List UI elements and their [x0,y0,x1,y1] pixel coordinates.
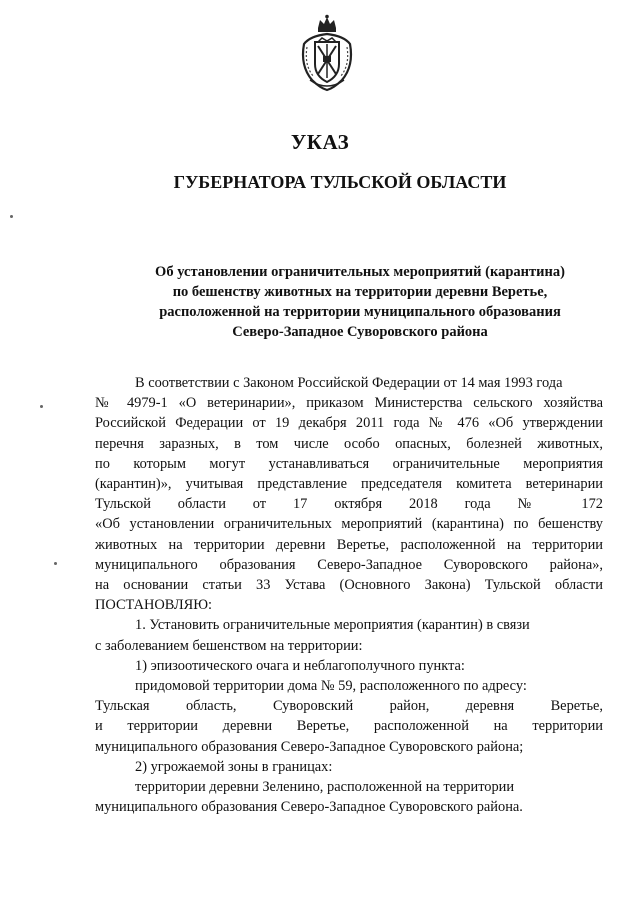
scan-speck [10,215,13,218]
body-line: и территории деревни Веретье, расположенной на территории [95,718,603,735]
body-line: Российской Федерации от 19 декабря 2011 года № 476 «Об утверждении [95,415,603,432]
body-line: животных на территории деревни Веретье, расположенной на территории [95,536,603,553]
body-line: ПОСТАНОВЛЯЮ: [95,597,213,614]
body-line: Тульская область, Суворовский район, деревня Веретье, [95,698,603,715]
body-line: муниципального образования Северо-Западное Суворовского района; [95,738,524,755]
body-line: «Об установлении ограничительных мероприятий (карантина) по бешенству [95,516,603,533]
body-line: муниципального образования Северо-Западное Суворовского района. [95,799,523,816]
body-line: 1. Установить ограничительные мероприятия (карантин) в связи [135,617,530,634]
scan-speck [54,562,57,565]
title-line: по бешенству животных на территории деревни Веретье, [172,284,548,300]
body-line: с заболеванием бешенством на территории: [95,637,363,654]
title-line: Северо-Западное Суворовского района [232,324,488,340]
body-line: (карантин)», учитывая представление председателя комитета ветеринарии [95,476,603,493]
document-title [100,262,620,342]
document-body [95,373,603,817]
body-line: придомовой территории дома № 59, расположенного по адресу: [135,678,527,695]
body-line: по которым могут устанавливаться ограничительные мероприятия [95,455,603,472]
issuing-authority: ГУБЕРНАТОРА ТУЛЬСКОЙ ОБЛАСТИ [173,172,507,192]
document-type: УКАЗ [290,130,350,154]
title-line: Об установлении ограничительных мероприятий (карантина) [155,264,565,280]
body-line: Тульской области от 17 октября 2018 года № 172 [95,496,603,513]
body-line: 1) эпизоотического очага и неблагополучного пункта: [135,657,465,674]
body-line: муниципального образования Северо-Западное Суворовского района», [95,556,603,573]
body-line: № 4979-1 «О ветеринарии», приказом Министерства сельского хозяйства [95,395,603,412]
body-line: территории деревни Зеленино, расположенной на территории [135,779,515,796]
body-line: на основании статьи 33 Устава (Основного Закона) Тульской области [95,577,603,594]
coat-of-arms-icon [296,14,358,92]
body-line: В соответствии с Законом Российской Федерации от 14 мая 1993 года [135,375,563,391]
body-line: 2) угрожаемой зоны в границах: [135,758,333,775]
scan-speck [40,405,43,408]
body-line: перечня заразных, в том числе особо опасных, болезней животных, [95,435,603,452]
title-line: расположенной на территории муниципального образования [159,304,561,320]
